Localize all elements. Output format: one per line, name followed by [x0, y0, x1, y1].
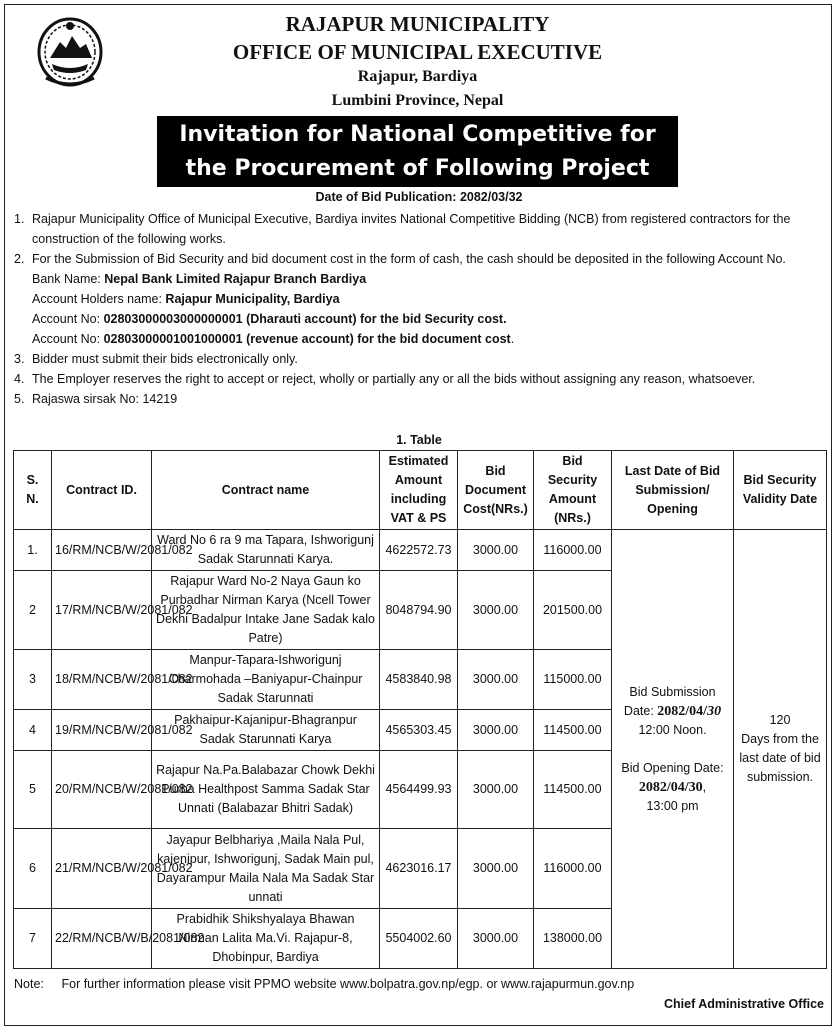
submission-label: Bid Submission Date: — [623, 684, 716, 718]
submission-time: 12:00 Noon. — [638, 722, 707, 737]
opening-date: 2082/04/30 — [638, 779, 703, 795]
row-doc-cost: 3000.00 — [458, 909, 534, 969]
header-estimated-amount: Estimated Amount including VAT & PS — [380, 451, 458, 530]
row-security: 138000.00 — [534, 909, 612, 969]
account-holder-line — [14, 289, 826, 309]
row-estimate: 4564499.93 — [380, 751, 458, 829]
table-caption: 1. Table — [396, 433, 442, 447]
notice-item-5 — [14, 389, 826, 409]
office-province: Lumbini Province, Nepal — [331, 92, 504, 109]
item-number: 1. — [14, 212, 25, 226]
row-security: 114500.00 — [534, 710, 612, 751]
row-doc-cost: 3000.00 — [458, 530, 534, 571]
row-sn: 4 — [14, 710, 52, 751]
item-text: The Employer reserves the right to accept or reject, wholly or partially any or all the bids without assigning any reason, whatsoever. — [32, 372, 756, 386]
validity-text: Days from the last date of bid submission. — [739, 732, 821, 784]
row-contract-id: 17/RM/NCB/W/2081/082 — [52, 571, 152, 650]
notice-item-4 — [14, 369, 826, 389]
security-account-value: 02803000003000000001 (Dharauti account) for the bid Security cost. — [103, 312, 507, 326]
revenue-account-line — [14, 329, 826, 349]
row-contract-id: 20/RM/NCB/W/2081/082 — [52, 751, 152, 829]
item-number: 2. — [14, 252, 25, 266]
header-document-cost: Bid Document Cost(NRs.) — [458, 451, 534, 530]
account-holder-label: Account Holders name: — [32, 292, 162, 306]
publication-date-value: 2082/03/32 — [459, 190, 523, 204]
header-contract-id: Contract ID. — [52, 451, 152, 530]
office-name: OFFICE OF MUNICIPAL EXECUTIVE — [232, 40, 603, 64]
row-contract-name: Pakhaipur-Kajanipur-Bhagranpur Sadak Starunnati Karya — [152, 710, 380, 751]
row-doc-cost: 3000.00 — [458, 829, 534, 909]
row-contract-name: Rajapur Ward No-2 Naya Gaun ko Purbadhar Nirman Karya (Ncell Tower Dekhi Badalpur Intake Jane Sadak kalo Patre) — [152, 571, 380, 650]
item-text: Rajaswa sirsak No: 14219 — [32, 392, 178, 406]
nepal-government-emblem — [36, 14, 104, 88]
row-sn: 5 — [14, 751, 52, 829]
row-doc-cost: 3000.00 — [458, 650, 534, 710]
municipality-name: RAJAPUR MUNICIPALITY — [285, 12, 550, 36]
office-location: Rajapur, Bardiya — [357, 68, 478, 85]
item-number: 3. — [14, 352, 25, 366]
row-security: 116000.00 — [534, 530, 612, 571]
submission-date: 2082/04/ — [657, 703, 708, 719]
row-contract-id: 19/RM/NCB/W/2081/082 — [52, 710, 152, 751]
row-security: 115000.00 — [534, 650, 612, 710]
bids-table — [13, 450, 827, 969]
row-contract-id: 18/RM/NCB/W/2081/082 — [52, 650, 152, 710]
publication-date — [0, 190, 838, 204]
row-security: 114500.00 — [534, 751, 612, 829]
item-text: For the Submission of Bid Security and bid document cost in the form of cash, the cash should be deposited in the following Account No. — [32, 252, 786, 266]
opening-time: 13:00 pm — [646, 798, 699, 813]
row-sn: 3 — [14, 650, 52, 710]
row-contract-name: Manpur-Tapara-Ishworigunj Charmohada –Baniyapur-Chainpur Sadak Starunnati — [152, 650, 380, 710]
submission-date-day: 30 — [707, 703, 722, 719]
item-text: Bidder must submit their bids electronically only. — [32, 352, 298, 366]
opening-label: Bid Opening Date: — [621, 760, 724, 775]
row-estimate: 4565303.45 — [380, 710, 458, 751]
row-contract-name: Jayapur Belbhariya ,Maila Nala Pul, kajenipur, Ishworigunj, Sadak Main pul, Dayarampur Maila Nala Ma Sadak Star unnati — [152, 829, 380, 909]
revenue-account-value: 02803000001001000001 (revenue account) for the bid document cost — [103, 332, 511, 346]
row-security: 201500.00 — [534, 571, 612, 650]
row-contract-name: Ward No 6 ra 9 ma Tapara, Ishworigunj Sadak Starunnati Karya. — [152, 530, 380, 571]
item-number: 5. — [14, 392, 25, 406]
row-sn: 6 — [14, 829, 52, 909]
security-account-line — [14, 309, 826, 329]
row-estimate: 4583840.98 — [380, 650, 458, 710]
item-number: 4. — [14, 372, 25, 386]
row-sn: 7 — [14, 909, 52, 969]
revenue-account-label: Account No: — [32, 332, 101, 346]
row-sn: 1. — [14, 530, 52, 571]
notice-item-1 — [14, 209, 826, 249]
row-estimate: 5504002.60 — [380, 909, 458, 969]
row-doc-cost: 3000.00 — [458, 571, 534, 650]
row-contract-name: Prabidhik Shikshyalaya Bhawan Nirman Lalita Ma.Vi. Rajapur-8, Dhobinpur, Bardiya — [152, 909, 380, 969]
header-validity-date: Bid Security Validity Date — [734, 451, 827, 530]
notice-title — [157, 116, 678, 187]
row-sn: 2 — [14, 571, 52, 650]
notice-item-3 — [14, 349, 826, 369]
row-contract-name: Rajapur Na.Pa.Balabazar Chowk Dekhi Purba Healthpost Samma Sadak Star Unnati (Balabazar Bhitri Sadak) — [152, 751, 380, 829]
row-estimate: 8048794.90 — [380, 571, 458, 650]
table-row — [14, 530, 827, 571]
submission-opening-cell — [612, 530, 734, 969]
row-contract-id: 16/RM/NCB/W/2081/082 — [52, 530, 152, 571]
footer-note — [14, 977, 634, 991]
row-doc-cost: 3000.00 — [458, 710, 534, 751]
row-estimate: 4622572.73 — [380, 530, 458, 571]
header-last-date: Last Date of Bid Submission/ Opening — [612, 451, 734, 530]
row-doc-cost: 3000.00 — [458, 751, 534, 829]
security-account-label: Account No: — [32, 312, 101, 326]
validity-days: 120 — [769, 713, 791, 727]
row-estimate: 4623016.17 — [380, 829, 458, 909]
notice-item-2 — [14, 249, 826, 269]
notice-title-line2: the Procurement of Following Project — [185, 156, 650, 181]
header-security-amount: Bid Security Amount (NRs.) — [534, 451, 612, 530]
signature-office: Chief Administrative Office — [664, 997, 824, 1011]
header-sn: S. N. — [14, 451, 52, 530]
publication-date-label: Date of Bid Publication: — [315, 190, 457, 204]
row-security: 116000.00 — [534, 829, 612, 909]
row-contract-id: 21/RM/NCB/W/2081/082 — [52, 829, 152, 909]
notice-items — [14, 209, 826, 409]
header-contract-name: Contract name — [152, 451, 380, 530]
bank-name-value: Nepal Bank Limited Rajapur Branch Bardiya — [104, 272, 367, 286]
table-header-row — [14, 451, 827, 530]
opening-comma: , — [702, 779, 707, 794]
bank-name-line — [14, 269, 826, 289]
row-contract-id: 22/RM/NCB/W/B/2081/082 — [52, 909, 152, 969]
validity-cell — [734, 530, 827, 969]
revenue-account-end: . — [510, 332, 515, 346]
note-label: Note: — [14, 977, 44, 991]
note-text: For further information please visit PPMO website www.bolpatra.gov.np/egp. or www.rajapurmun.gov.np — [61, 977, 635, 991]
item-text: Rajapur Municipality Office of Municipal Executive, Bardiya invites National Competitive Bidding (NCB) from registered contractors for the construction of the following works. — [32, 212, 791, 246]
bank-name-label: Bank Name: — [32, 272, 101, 286]
notice-title-line1: Invitation for National Competitive for — [179, 122, 656, 147]
account-holder-value: Rajapur Municipality, Bardiya — [165, 292, 340, 306]
